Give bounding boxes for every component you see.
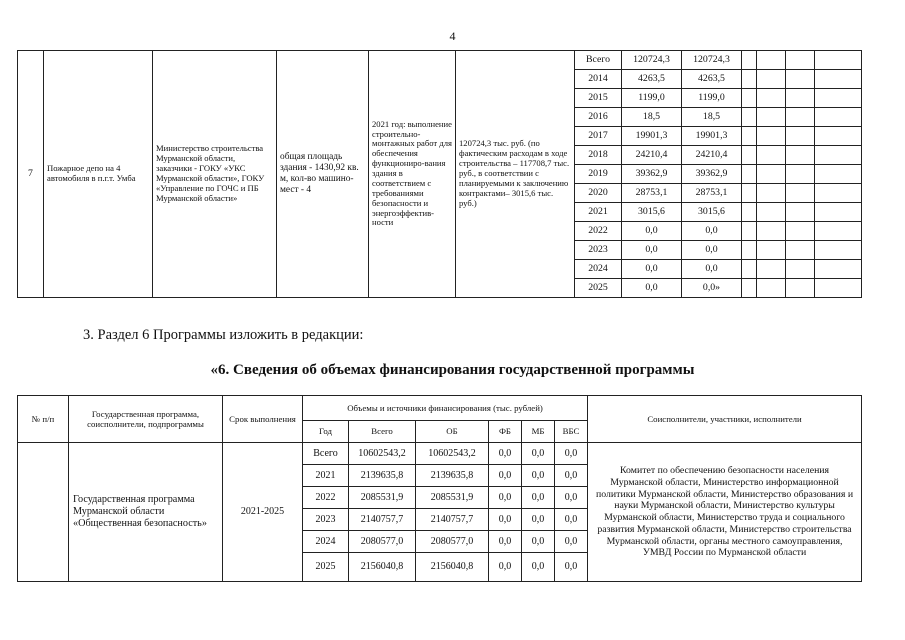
total-value: 18,5 <box>622 108 682 127</box>
year-cell: 2015 <box>575 89 622 108</box>
header-period: Срок выполнения <box>223 396 303 443</box>
cell-year: Всего <box>303 443 349 465</box>
year-cell: 2014 <box>575 70 622 89</box>
budget-value: 120724,3 <box>682 51 742 70</box>
construction-object-table <box>17 50 862 298</box>
header-program: Государственная программа, соисполнители, подпрограммы <box>69 396 223 443</box>
empty-cell <box>757 241 786 260</box>
page-number: 4 <box>449 29 456 43</box>
budget-value: 1199,0 <box>682 89 742 108</box>
year-cell: 2017 <box>575 127 622 146</box>
cell-fb: 0,0 <box>489 465 522 487</box>
budget-value: 0,0» <box>682 279 742 298</box>
cell-fb: 0,0 <box>489 509 522 531</box>
total-value: 28753,1 <box>622 184 682 203</box>
cell-total: 10602543,2 <box>349 443 416 465</box>
empty-cell <box>742 51 757 70</box>
header-year: Год <box>303 421 349 443</box>
empty-cell <box>786 184 815 203</box>
budget-value: 28753,1 <box>682 184 742 203</box>
total-value: 0,0 <box>622 279 682 298</box>
cell-ob: 10602543,2 <box>416 443 489 465</box>
empty-cell <box>742 203 757 222</box>
cell-mb: 0,0 <box>522 553 555 582</box>
budget-value: 0,0 <box>682 241 742 260</box>
empty-cell <box>742 241 757 260</box>
header-total: Всего <box>349 421 416 443</box>
table-row <box>18 443 862 465</box>
period: 2021-2025 <box>223 443 303 582</box>
empty-cell <box>815 70 862 89</box>
financing-table <box>17 395 862 582</box>
cell-total: 2080577,0 <box>349 531 416 553</box>
empty-cell <box>815 146 862 165</box>
header-ob: ОБ <box>416 421 489 443</box>
year-cell: 2016 <box>575 108 622 127</box>
total-value: 1199,0 <box>622 89 682 108</box>
empty-cell <box>786 260 815 279</box>
empty-cell <box>786 70 815 89</box>
total-value: 120724,3 <box>622 51 682 70</box>
empty-cell <box>786 222 815 241</box>
cell-vbs: 0,0 <box>555 465 588 487</box>
cell-vbs: 0,0 <box>555 443 588 465</box>
cell-vbs: 0,0 <box>555 531 588 553</box>
document-title: «6. Сведения об объемах финансирования государственной программы <box>210 362 695 378</box>
empty-cell <box>815 108 862 127</box>
cell-fb: 0,0 <box>489 531 522 553</box>
cell-vbs: 0,0 <box>555 509 588 531</box>
empty-cell <box>815 222 862 241</box>
object-name: Пожарное депо на 4 автомобиля в п.г.т. Умба <box>44 51 153 298</box>
work-stage: 2021 год: выполнение строительно-монтажных работ для обеспечения функциониро-вания здания в соответствием с требованиями безопасности и энергоэффектив-ности <box>369 51 456 298</box>
cell-ob: 2156040,8 <box>416 553 489 582</box>
cell-total: 2156040,8 <box>349 553 416 582</box>
year-cell: 2023 <box>575 241 622 260</box>
year-cell: 2018 <box>575 146 622 165</box>
empty-cell <box>815 127 862 146</box>
empty-cell <box>757 203 786 222</box>
total-value: 4263,5 <box>622 70 682 89</box>
empty-cell <box>742 222 757 241</box>
budget-value: 4263,5 <box>682 70 742 89</box>
coexecutors: Комитет по обеспечению безопасности населения Мурманской области, Министерство информационной политики Мурманской области, Министерство образования и науки Мурманской области, Министерство культуры Мурманской области, Министерство труда и социального развития Мурманской области, Министерство строительства Мурманской области, органы местного самоуправления, УМВД России по Мурманской области <box>588 443 862 582</box>
header-vbs: ВБС <box>555 421 588 443</box>
row-number: 7 <box>18 51 44 298</box>
empty-cell <box>757 51 786 70</box>
header-fb: ФБ <box>489 421 522 443</box>
cell-year: 2021 <box>303 465 349 487</box>
cell-vbs: 0,0 <box>555 487 588 509</box>
empty-cell <box>757 146 786 165</box>
table-row <box>18 51 862 70</box>
budget-value: 0,0 <box>682 260 742 279</box>
cell-year: 2025 <box>303 553 349 582</box>
total-value: 3015,6 <box>622 203 682 222</box>
empty-cell <box>786 108 815 127</box>
empty-cell <box>815 279 862 298</box>
customers: Министерство строительства Мурманской области, заказчики - ГОКУ «УКС Мурманской области», ГОКУ «Управление по ГОЧС и ПБ Мурманской области» <box>153 51 277 298</box>
empty-cell <box>757 222 786 241</box>
year-cell: 2021 <box>575 203 622 222</box>
empty-cell <box>815 203 862 222</box>
cell-year: 2024 <box>303 531 349 553</box>
empty-cell <box>786 279 815 298</box>
row-number-empty <box>18 443 69 582</box>
cost-note: 120724,3 тыс. руб. (по фактическим расходам в ходе строительства – 117708,7 тыс. руб., в соответствии с планируемыми к заключению контрактами– 3015,6 тыс. руб.) <box>456 51 575 298</box>
cell-ob: 2140757,7 <box>416 509 489 531</box>
budget-value: 18,5 <box>682 108 742 127</box>
empty-cell <box>757 279 786 298</box>
empty-cell <box>742 184 757 203</box>
empty-cell <box>742 146 757 165</box>
cell-fb: 0,0 <box>489 443 522 465</box>
header-mb: МБ <box>522 421 555 443</box>
empty-cell <box>742 279 757 298</box>
header-coexecutors: Соисполнители, участники, исполнители <box>588 396 862 443</box>
cell-fb: 0,0 <box>489 487 522 509</box>
empty-cell <box>815 165 862 184</box>
cell-year: 2022 <box>303 487 349 509</box>
program-name: Государственная программа Мурманской области «Общественная безопасность» <box>69 443 223 582</box>
empty-cell <box>786 51 815 70</box>
budget-value: 24210,4 <box>682 146 742 165</box>
empty-cell <box>742 127 757 146</box>
cell-ob: 2139635,8 <box>416 465 489 487</box>
year-cell: 2020 <box>575 184 622 203</box>
total-value: 0,0 <box>622 260 682 279</box>
budget-value: 19901,3 <box>682 127 742 146</box>
budget-value: 39362,9 <box>682 165 742 184</box>
budget-value: 3015,6 <box>682 203 742 222</box>
empty-cell <box>815 184 862 203</box>
empty-cell <box>757 89 786 108</box>
year-cell: 2019 <box>575 165 622 184</box>
cell-fb: 0,0 <box>489 553 522 582</box>
total-value: 0,0 <box>622 241 682 260</box>
empty-cell <box>757 108 786 127</box>
empty-cell <box>786 146 815 165</box>
cell-ob: 2080577,0 <box>416 531 489 553</box>
cell-year: 2023 <box>303 509 349 531</box>
empty-cell <box>815 89 862 108</box>
empty-cell <box>815 51 862 70</box>
empty-cell <box>742 89 757 108</box>
empty-cell <box>786 203 815 222</box>
cell-vbs: 0,0 <box>555 553 588 582</box>
cell-ob: 2085531,9 <box>416 487 489 509</box>
cell-mb: 0,0 <box>522 531 555 553</box>
empty-cell <box>757 70 786 89</box>
empty-cell <box>757 165 786 184</box>
budget-value: 0,0 <box>682 222 742 241</box>
total-value: 24210,4 <box>622 146 682 165</box>
year-cell: 2022 <box>575 222 622 241</box>
empty-cell <box>742 70 757 89</box>
header-num: № п/п <box>18 396 69 443</box>
header-funding: Объемы и источники финансирования (тыс. рублей) <box>303 396 588 421</box>
capacity: общая площадь здания - 1430,92 кв. м, кол-во машино-мест - 4 <box>277 51 369 298</box>
empty-cell <box>815 260 862 279</box>
cell-mb: 0,0 <box>522 465 555 487</box>
empty-cell <box>757 260 786 279</box>
year-cell: 2025 <box>575 279 622 298</box>
year-cell: Всего <box>575 51 622 70</box>
empty-cell <box>786 127 815 146</box>
empty-cell <box>742 108 757 127</box>
empty-cell <box>742 165 757 184</box>
total-value: 0,0 <box>622 222 682 241</box>
section-heading: 3. Раздел 6 Программы изложить в редакции: <box>83 327 364 343</box>
cell-total: 2085531,9 <box>349 487 416 509</box>
cell-mb: 0,0 <box>522 443 555 465</box>
cell-mb: 0,0 <box>522 487 555 509</box>
empty-cell <box>786 89 815 108</box>
total-value: 39362,9 <box>622 165 682 184</box>
year-cell: 2024 <box>575 260 622 279</box>
empty-cell <box>786 165 815 184</box>
empty-cell <box>815 241 862 260</box>
empty-cell <box>757 184 786 203</box>
cell-mb: 0,0 <box>522 509 555 531</box>
empty-cell <box>786 241 815 260</box>
total-value: 19901,3 <box>622 127 682 146</box>
empty-cell <box>757 127 786 146</box>
empty-cell <box>742 260 757 279</box>
cell-total: 2140757,7 <box>349 509 416 531</box>
cell-total: 2139635,8 <box>349 465 416 487</box>
